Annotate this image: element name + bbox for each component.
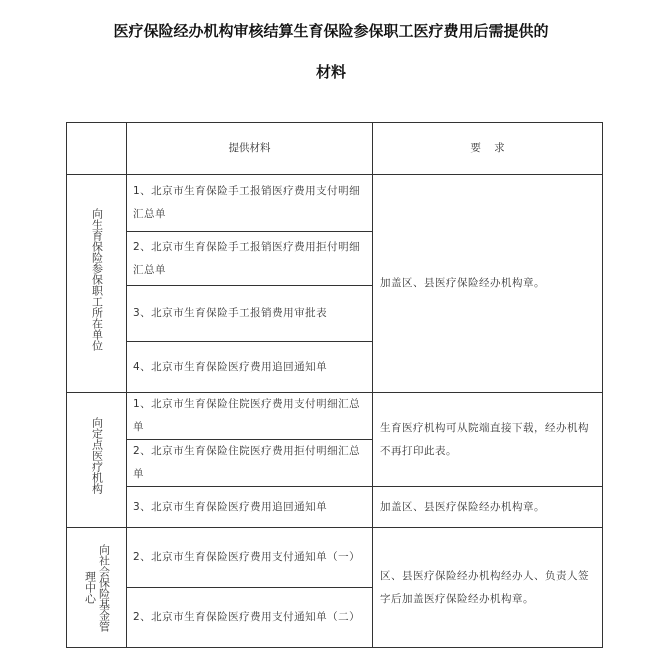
requirement-cell: 生育医疗机构可从院端直接下载，经办机构不再打印此表。 <box>373 393 603 487</box>
requirement-cell: 加盖区、县医疗保险经办机构章。 <box>373 175 603 393</box>
material-item: 3、北京市生育保险医疗费用追回通知单 <box>127 487 373 528</box>
group-label-hospital <box>67 393 127 528</box>
material-item: 2、北京市生育保险手工报销医疗费用拒付明细汇总单 <box>127 232 373 286</box>
header-materials: 提供材料 <box>127 123 373 175</box>
group-label-fund-center <box>67 528 127 648</box>
group-label-text-2: 理中心 <box>83 571 97 604</box>
group-label-text: 向生育保险参保职工所在单位 <box>90 207 104 351</box>
document-title-line-1: 医疗保险经办机构审核结算生育保险参保职工医疗费用后需提供的 <box>113 22 549 40</box>
material-item: 4、北京市生育保险医疗费用追回通知单 <box>127 342 373 393</box>
material-item: 1、北京市生育保险手工报销医疗费用支付明细汇总单 <box>127 175 373 232</box>
material-item: 3、北京市生育保险手工报销费用审批表 <box>127 286 373 342</box>
table-row <box>67 487 603 528</box>
materials-table <box>66 122 603 648</box>
material-item: 2、北京市生育保险医疗费用支付通知单（二） <box>127 588 373 648</box>
group-label-text-1: 向社会保险基金管 <box>97 543 111 632</box>
material-item: 1、北京市生育保险住院医疗费用支付明细汇总单 <box>127 393 373 440</box>
requirement-cell: 区、县医疗保险经办机构经办人、负责人签字后加盖医疗保险经办机构章。 <box>373 528 603 648</box>
group-label-employer <box>67 175 127 393</box>
table-row <box>67 528 603 588</box>
material-item: 2、北京市生育保险医疗费用支付通知单（一） <box>127 528 373 588</box>
group-label-text: 向定点医疗机构 <box>90 417 104 494</box>
header-blank <box>67 123 127 175</box>
table-header-row <box>67 123 603 175</box>
document-title-line-2: 材料 <box>315 63 346 81</box>
material-item: 2、北京市生育保险住院医疗费用拒付明细汇总单 <box>127 440 373 487</box>
table-row <box>67 175 603 232</box>
header-requirements: 要 求 <box>373 123 603 175</box>
requirement-cell: 加盖区、县医疗保险经办机构章。 <box>373 487 603 528</box>
table-row <box>67 393 603 440</box>
